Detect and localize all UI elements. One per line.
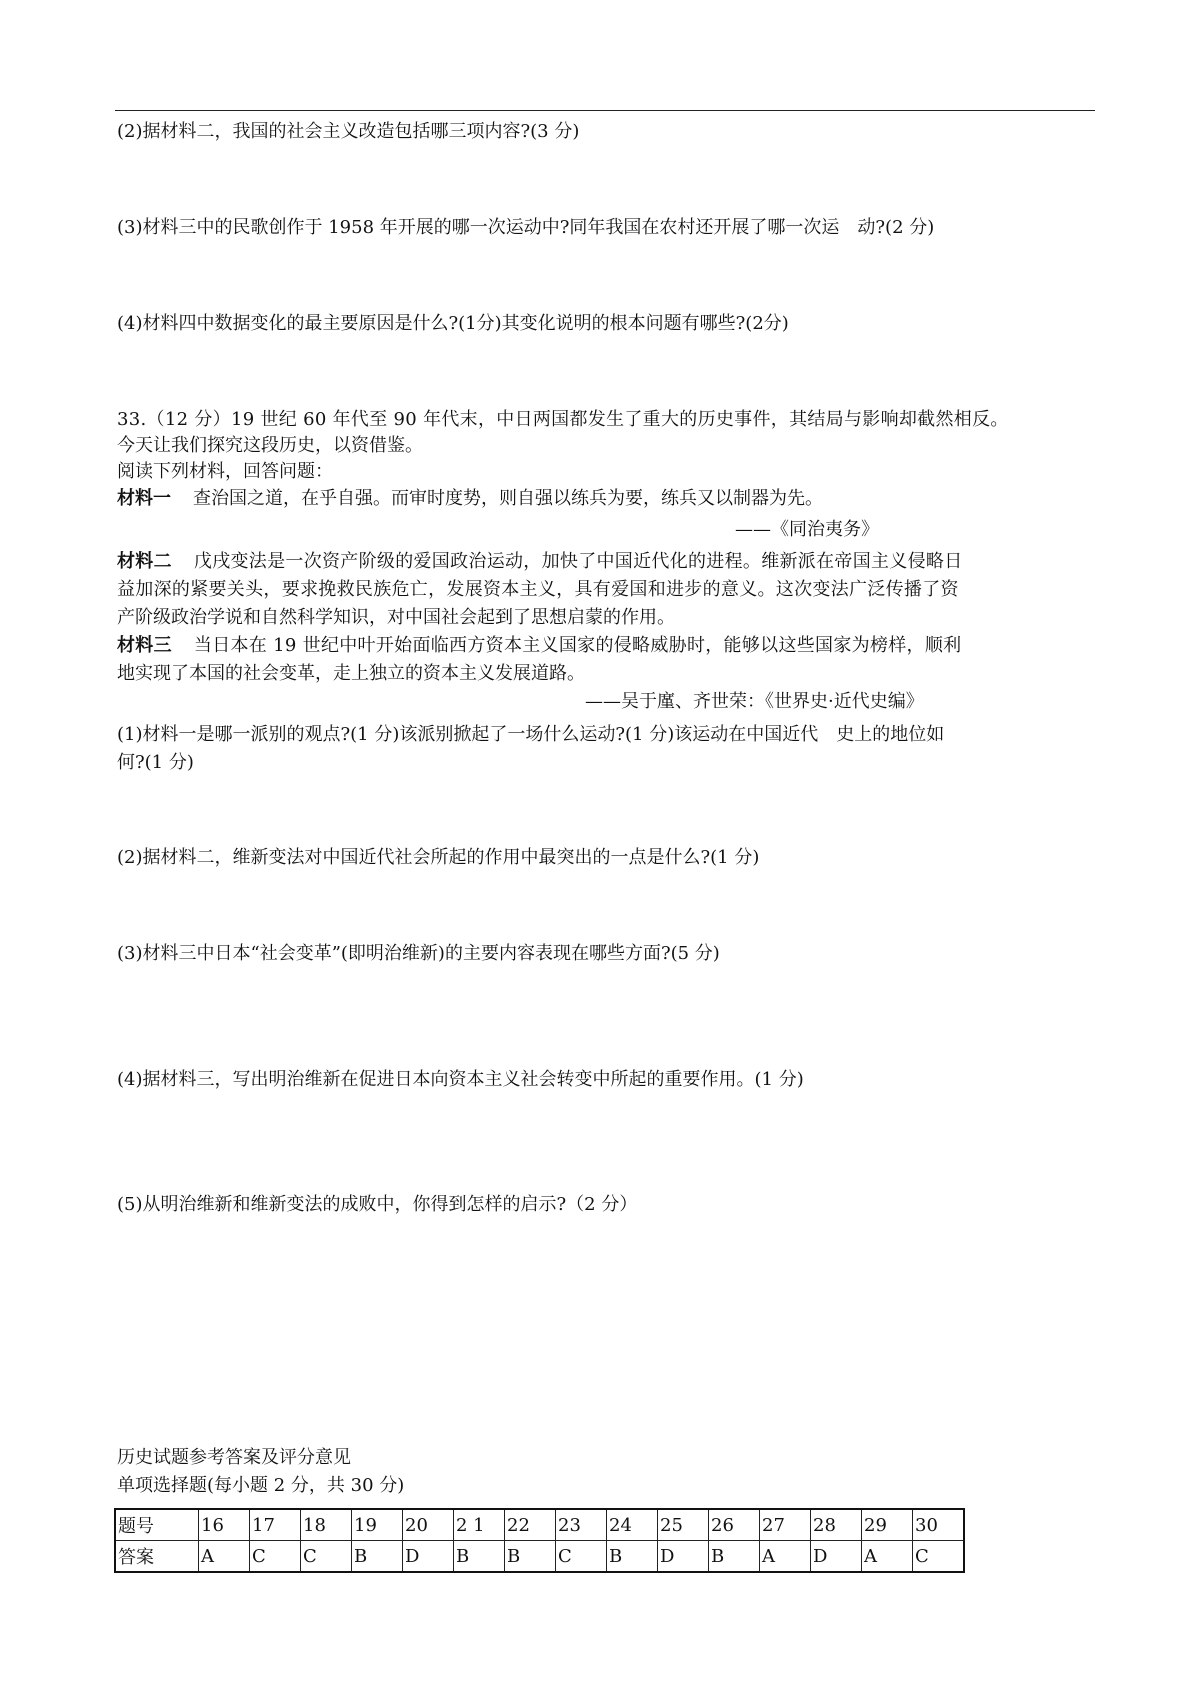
answer-choice: C: [913, 1541, 965, 1573]
row-label-answer: 答案: [115, 1541, 199, 1573]
answer-choice: B: [709, 1541, 760, 1573]
answer-choice: D: [811, 1541, 862, 1573]
answer-choice: C: [556, 1541, 607, 1573]
q33-intro-line2: 今天让我们探究这段历史，以资借鉴。: [117, 435, 423, 456]
question-number: 22: [505, 1509, 556, 1541]
material3-text-1: 当日本在 19 世纪中叶开始面临西方资本主义国家的侵略威胁时，能够以这些国家为榜样，顺利: [193, 635, 962, 656]
material1-label: 材料一: [117, 488, 171, 509]
row-label-number: 题号: [115, 1509, 199, 1541]
answer-choice: C: [301, 1541, 352, 1573]
q33-sub1-line2: 何?(1 分): [117, 752, 194, 773]
material3-line2: 地实现了本国的社会变革，走上独立的资本主义发展道路。: [117, 663, 585, 684]
q32-sub2: (2)据材料二，我国的社会主义改造包括哪三项内容?(3 分): [117, 121, 580, 142]
question-number: 27: [760, 1509, 811, 1541]
answer-choice: B: [607, 1541, 658, 1573]
top-rule: [115, 110, 1095, 111]
material2-label: 材料二: [117, 551, 172, 572]
answer-choice: C: [250, 1541, 301, 1573]
q33-sub5: (5)从明治维新和维新变法的成败中，你得到怎样的启示?（2 分）: [117, 1194, 638, 1215]
q33-sub4: (4)据材料三，写出明治维新在促进日本向资本主义社会转变中所起的重要作用。(1 分): [117, 1069, 804, 1090]
question-number: 2 1: [454, 1509, 505, 1541]
q33-instruction: 阅读下列材料，回答问题：: [117, 461, 333, 482]
material2-line3: 产阶级政治学说和自然科学知识，对中国社会起到了思想启蒙的作用。: [117, 607, 675, 628]
answer-choice: B: [505, 1541, 556, 1573]
answer-choice: A: [760, 1541, 811, 1573]
answers-title: 历史试题参考答案及评分意见: [117, 1447, 351, 1468]
answer-choice: B: [454, 1541, 505, 1573]
material3-line1: [117, 634, 961, 658]
answer-table-choice-row: [115, 1541, 964, 1573]
question-number: 17: [250, 1509, 301, 1541]
material2-text-1: 戊戌变法是一次资产阶级的爱国政治运动，加快了中国近代化的进程。维新派在帝国主义侵略日: [193, 551, 963, 572]
answer-choice: B: [352, 1541, 403, 1573]
answer-choice: A: [199, 1541, 250, 1573]
answers-section: 单项选择题(每小题 2 分，共 30 分): [117, 1475, 405, 1496]
material3-source: ——吴于廑、齐世荣：《世界史·近代史编》: [585, 691, 924, 712]
answer-choice: A: [862, 1541, 913, 1573]
question-number: 26: [709, 1509, 760, 1541]
question-number: 29: [862, 1509, 913, 1541]
question-number: 18: [301, 1509, 352, 1541]
q33-sub1-line1: (1)材料一是哪一派别的观点?(1 分)该派别掀起了一场什么运动?(1 分)该运动在中国近代 史上的地位如: [117, 724, 945, 745]
answer-choice: D: [403, 1541, 454, 1573]
question-number: 19: [352, 1509, 403, 1541]
question-number: 30: [913, 1509, 965, 1541]
answer-table-number-row: [115, 1509, 964, 1541]
question-number: 24: [607, 1509, 658, 1541]
question-number: 20: [403, 1509, 454, 1541]
answer-table: [114, 1508, 965, 1573]
material3-label: 材料三: [117, 635, 172, 656]
q33-sub2: (2)据材料二，维新变法对中国近代社会所起的作用中最突出的一点是什么?(1 分): [117, 847, 760, 868]
q33-intro-line1: 33.（12 分）19 世纪 60 年代至 90 年代末，中日两国都发生了重大的历史事件，其结局与影响却截然相反。: [117, 409, 1009, 430]
material1-source: ——《同治夷务》: [735, 519, 879, 540]
question-number: 16: [199, 1509, 250, 1541]
q32-sub4: (4)材料四中数据变化的最主要原因是什么?(1分)其变化说明的根本问题有哪些?(2分): [117, 313, 789, 334]
question-number: 23: [556, 1509, 607, 1541]
question-number: 28: [811, 1509, 862, 1541]
material2-line1: [117, 550, 963, 574]
material1: [117, 487, 823, 511]
q33-sub3: (3)材料三中日本“社会变革”(即明治维新)的主要内容表现在哪些方面?(5 分): [117, 943, 720, 964]
material1-text: 查治国之道，在乎自强。而审时度势，则自强以练兵为要，练兵又以制器为先。: [193, 488, 823, 509]
material2-line2: 益加深的紧要关头，要求挽救民族危亡，发展资本主义，具有爱国和进步的意义。这次变法广泛传播了资: [117, 579, 959, 600]
q32-sub3: (3)材料三中的民歌创作于 1958 年开展的哪一次运动中?同年我国在农村还开展了哪一次运 动?(2 分): [117, 217, 935, 238]
question-number: 25: [658, 1509, 709, 1541]
answer-choice: D: [658, 1541, 709, 1573]
